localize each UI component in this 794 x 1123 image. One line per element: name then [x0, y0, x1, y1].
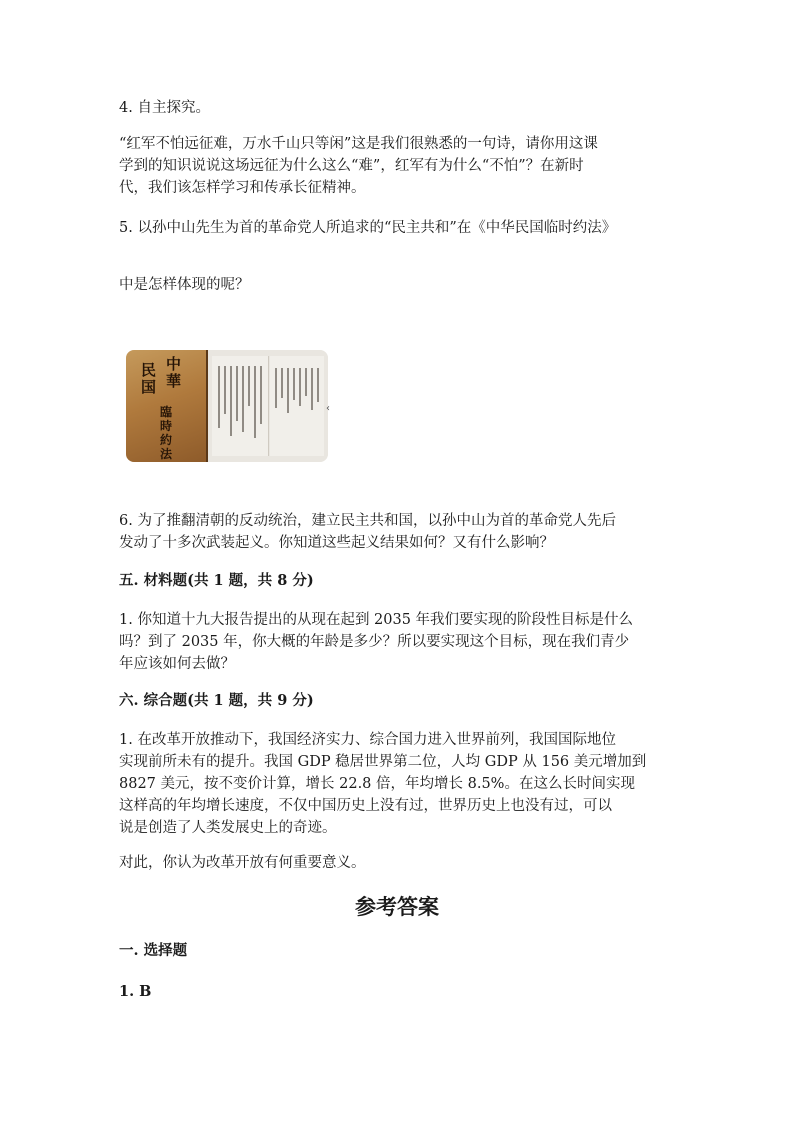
section-5-q1-line-1: 1. 你知道十九大报告提出的从现在起到 2035 年我们要实现的阶段性目标是什么 [119, 612, 634, 628]
section-6-q1-question: 对此，你认为改革开放有何重要意义。 [119, 855, 366, 871]
image-edge-mark: ‹ [326, 403, 330, 414]
cover-title-left: 民国 [141, 361, 157, 396]
section-6-q1-line-3: 8827 美元，按不变价计算，增长 22.8 倍，年均增长 8.5%。在这么长时间实现 [119, 776, 635, 792]
cover-title-lower: 臨時約法 [160, 405, 173, 461]
section-5-q1-line-2: 吗？到了 2035 年，你大概的年龄是多少？所以要实现这个目标，现在我们青少 [119, 634, 630, 650]
q5-line-2: 中是怎样体现的呢？ [119, 277, 250, 293]
q5-line-1: 5. 以孙中山先生为首的革命党人所追求的“民主共和”在《中华民国临时约法》 [119, 220, 617, 236]
answers-section-1: 一. 选择题 [119, 942, 188, 959]
q4-line-1: “红军不怕远征难，万水千山只等闲”这是我们很熟悉的一句诗，请你用这课 [119, 136, 598, 152]
book-page-right [270, 356, 324, 456]
section-6-q1-line-5: 说是创造了人类发展史上的奇迹。 [119, 820, 337, 836]
section-5-q1-line-3: 年应该如何去做？ [119, 656, 235, 672]
provisional-constitution-image [126, 350, 328, 462]
cover-title-right: 中華 [166, 355, 182, 390]
section-6-q1-line-4: 这样高的年均增长速度，不仅中国历史上没有过，世界历史上也没有过，可以 [119, 798, 612, 814]
section-6-q1-line-1: 1. 在改革开放推动下，我国经济实力、综合国力进入世界前列，我国国际地位 [119, 732, 616, 748]
section-5-title: 五. 材料题(共 1 题，共 8 分) [119, 572, 314, 589]
q4-line-3: 代，我们该怎样学习和传承长征精神。 [119, 180, 366, 196]
q6-line-1: 6. 为了推翻清朝的反动统治，建立民主共和国，以孙中山为首的革命党人先后 [119, 513, 616, 529]
q4-heading: 4. 自主探究。 [119, 100, 210, 116]
book-spread [208, 350, 328, 462]
q6-line-2: 发动了十多次武装起义。你知道这些起义结果如何？又有什么影响？ [119, 535, 554, 551]
answer-1: 1. B [119, 983, 152, 1000]
book-cover [126, 350, 208, 462]
book-page-left [212, 356, 269, 456]
section-6-q1-line-2: 实现前所未有的提升。我国 GDP 稳居世界第二位，人均 GDP 从 156 美元增加到 [119, 754, 647, 770]
q4-line-2: 学到的知识说说这场远征为什么这么“难”，红军有为什么“不怕”？在新时 [119, 158, 584, 174]
answers-title: 参考答案 [355, 894, 439, 919]
section-6-title: 六. 综合题(共 1 题，共 9 分) [119, 692, 314, 709]
